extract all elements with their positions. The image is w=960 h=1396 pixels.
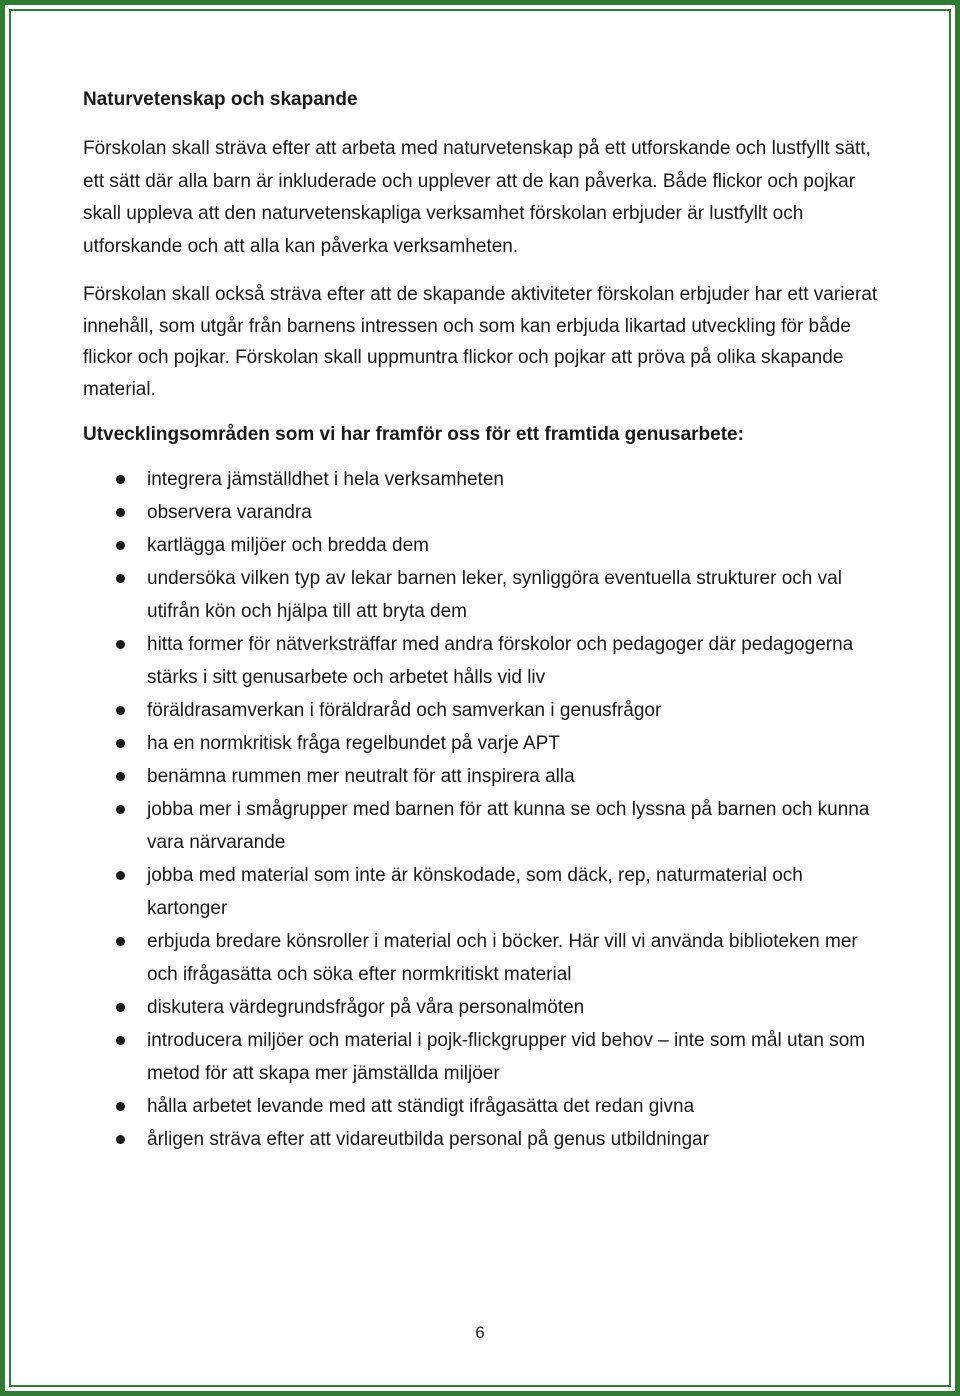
development-areas-heading: Utvecklingsområden som vi har framför oss för ett framtida genusarbete:: [83, 424, 744, 445]
bullet-icon: [116, 1135, 125, 1144]
list-item-text: integrera jämställdhet i hela verksamheten: [147, 469, 504, 490]
list-item-text: årligen sträva efter att vidareutbilda personal på genus utbildningar: [147, 1129, 709, 1150]
list-item-text: jobba mer i smågrupper med barnen för att kunna se och lyssna på barnen och kunna vara närvarande: [147, 799, 870, 853]
bullet-icon: [116, 1036, 125, 1045]
development-areas-list: [83, 463, 883, 1156]
bullet-icon: [116, 739, 125, 748]
list-item-text: introducera miljöer och material i pojk-flickgrupper vid behov – inte som mål utan som metod för att skapa mer jämställda miljöer: [147, 1030, 866, 1084]
list-item: [83, 859, 883, 925]
bullet-icon: [116, 640, 125, 649]
list-item-text: observera varandra: [147, 502, 312, 523]
bullet-icon: [116, 772, 125, 781]
list-item-text: ha en normkritisk fråga regelbundet på varje APT: [147, 733, 560, 754]
bullet-icon: [116, 805, 125, 814]
list-item-text: föräldrasamverkan i föräldraråd och samverkan i genusfrågor: [147, 700, 662, 721]
list-item: [83, 925, 883, 991]
bullet-icon: [116, 574, 125, 583]
list-item: [83, 991, 883, 1024]
list-item: [83, 529, 883, 562]
bullet-icon: [116, 1102, 125, 1111]
list-item: [83, 562, 883, 628]
list-item-text: diskutera värdegrundsfrågor på våra personalmöten: [147, 997, 585, 1018]
list-item-text: benämna rummen mer neutralt för att inspirera alla: [147, 766, 575, 787]
list-item-text: kartlägga miljöer och bredda dem: [147, 535, 429, 556]
bullet-icon: [116, 706, 125, 715]
list-item: [83, 760, 883, 793]
list-item: [83, 793, 883, 859]
list-item: [83, 694, 883, 727]
section-heading: Naturvetenskap och skapande: [83, 89, 358, 110]
bullet-icon: [116, 1003, 125, 1012]
list-item-text: undersöka vilken typ av lekar barnen leker, synliggöra eventuella strukturer och val utifrån kön och hjälpa till att bryta dem: [147, 568, 842, 622]
list-item: [83, 1024, 883, 1090]
paragraph-natural-science: Förskolan skall sträva efter att arbeta med naturvetenskap på ett utforskande och lustfyllt sätt, ett sätt där alla barn är inkluderade och upplever att de kan påverka. Både flickor och pojkar skall uppleva att den naturvetenskapliga verksamhet förskolan erbjuder är lustfyllt och utforskande och att alla kan påverka verksamheten.: [83, 138, 871, 257]
page-number: 6: [475, 1323, 485, 1342]
list-item-text: jobba med material som inte är könskodade, som däck, rep, naturmaterial och kartonger: [147, 865, 803, 919]
list-item: [83, 496, 883, 529]
bullet-icon: [116, 871, 125, 880]
list-item: [83, 727, 883, 760]
list-item-text: hålla arbetet levande med att ständigt ifrågasätta det redan givna: [147, 1096, 695, 1117]
list-item-text: erbjuda bredare könsroller i material och i böcker. Här vill vi använda biblioteken mer och ifrågasätta och söka efter normkritiskt material: [147, 931, 858, 985]
list-item-text: hitta former för nätverksträffar med andra förskolor och pedagoger där pedagogerna stärks i sitt genusarbete och arbetet hålls vid liv: [147, 634, 854, 688]
list-item: [83, 463, 883, 496]
bullet-icon: [116, 541, 125, 550]
list-item: [83, 1123, 883, 1156]
bullet-icon: [116, 508, 125, 517]
paragraph-creative: Förskolan skall också sträva efter att de skapande aktiviteter förskolan erbjuder har ett varierat innehåll, som utgår från barnens intressen och som kan erbjuda likartad utveckling för både flickor och pojkar. Förskolan skall uppmuntra flickor och pojkar att pröva på olika skapande material.: [83, 284, 878, 400]
list-item: [83, 1090, 883, 1123]
document-content: [83, 86, 883, 1156]
bullet-icon: [116, 937, 125, 946]
bullet-icon: [116, 475, 125, 484]
list-item: [83, 628, 883, 694]
